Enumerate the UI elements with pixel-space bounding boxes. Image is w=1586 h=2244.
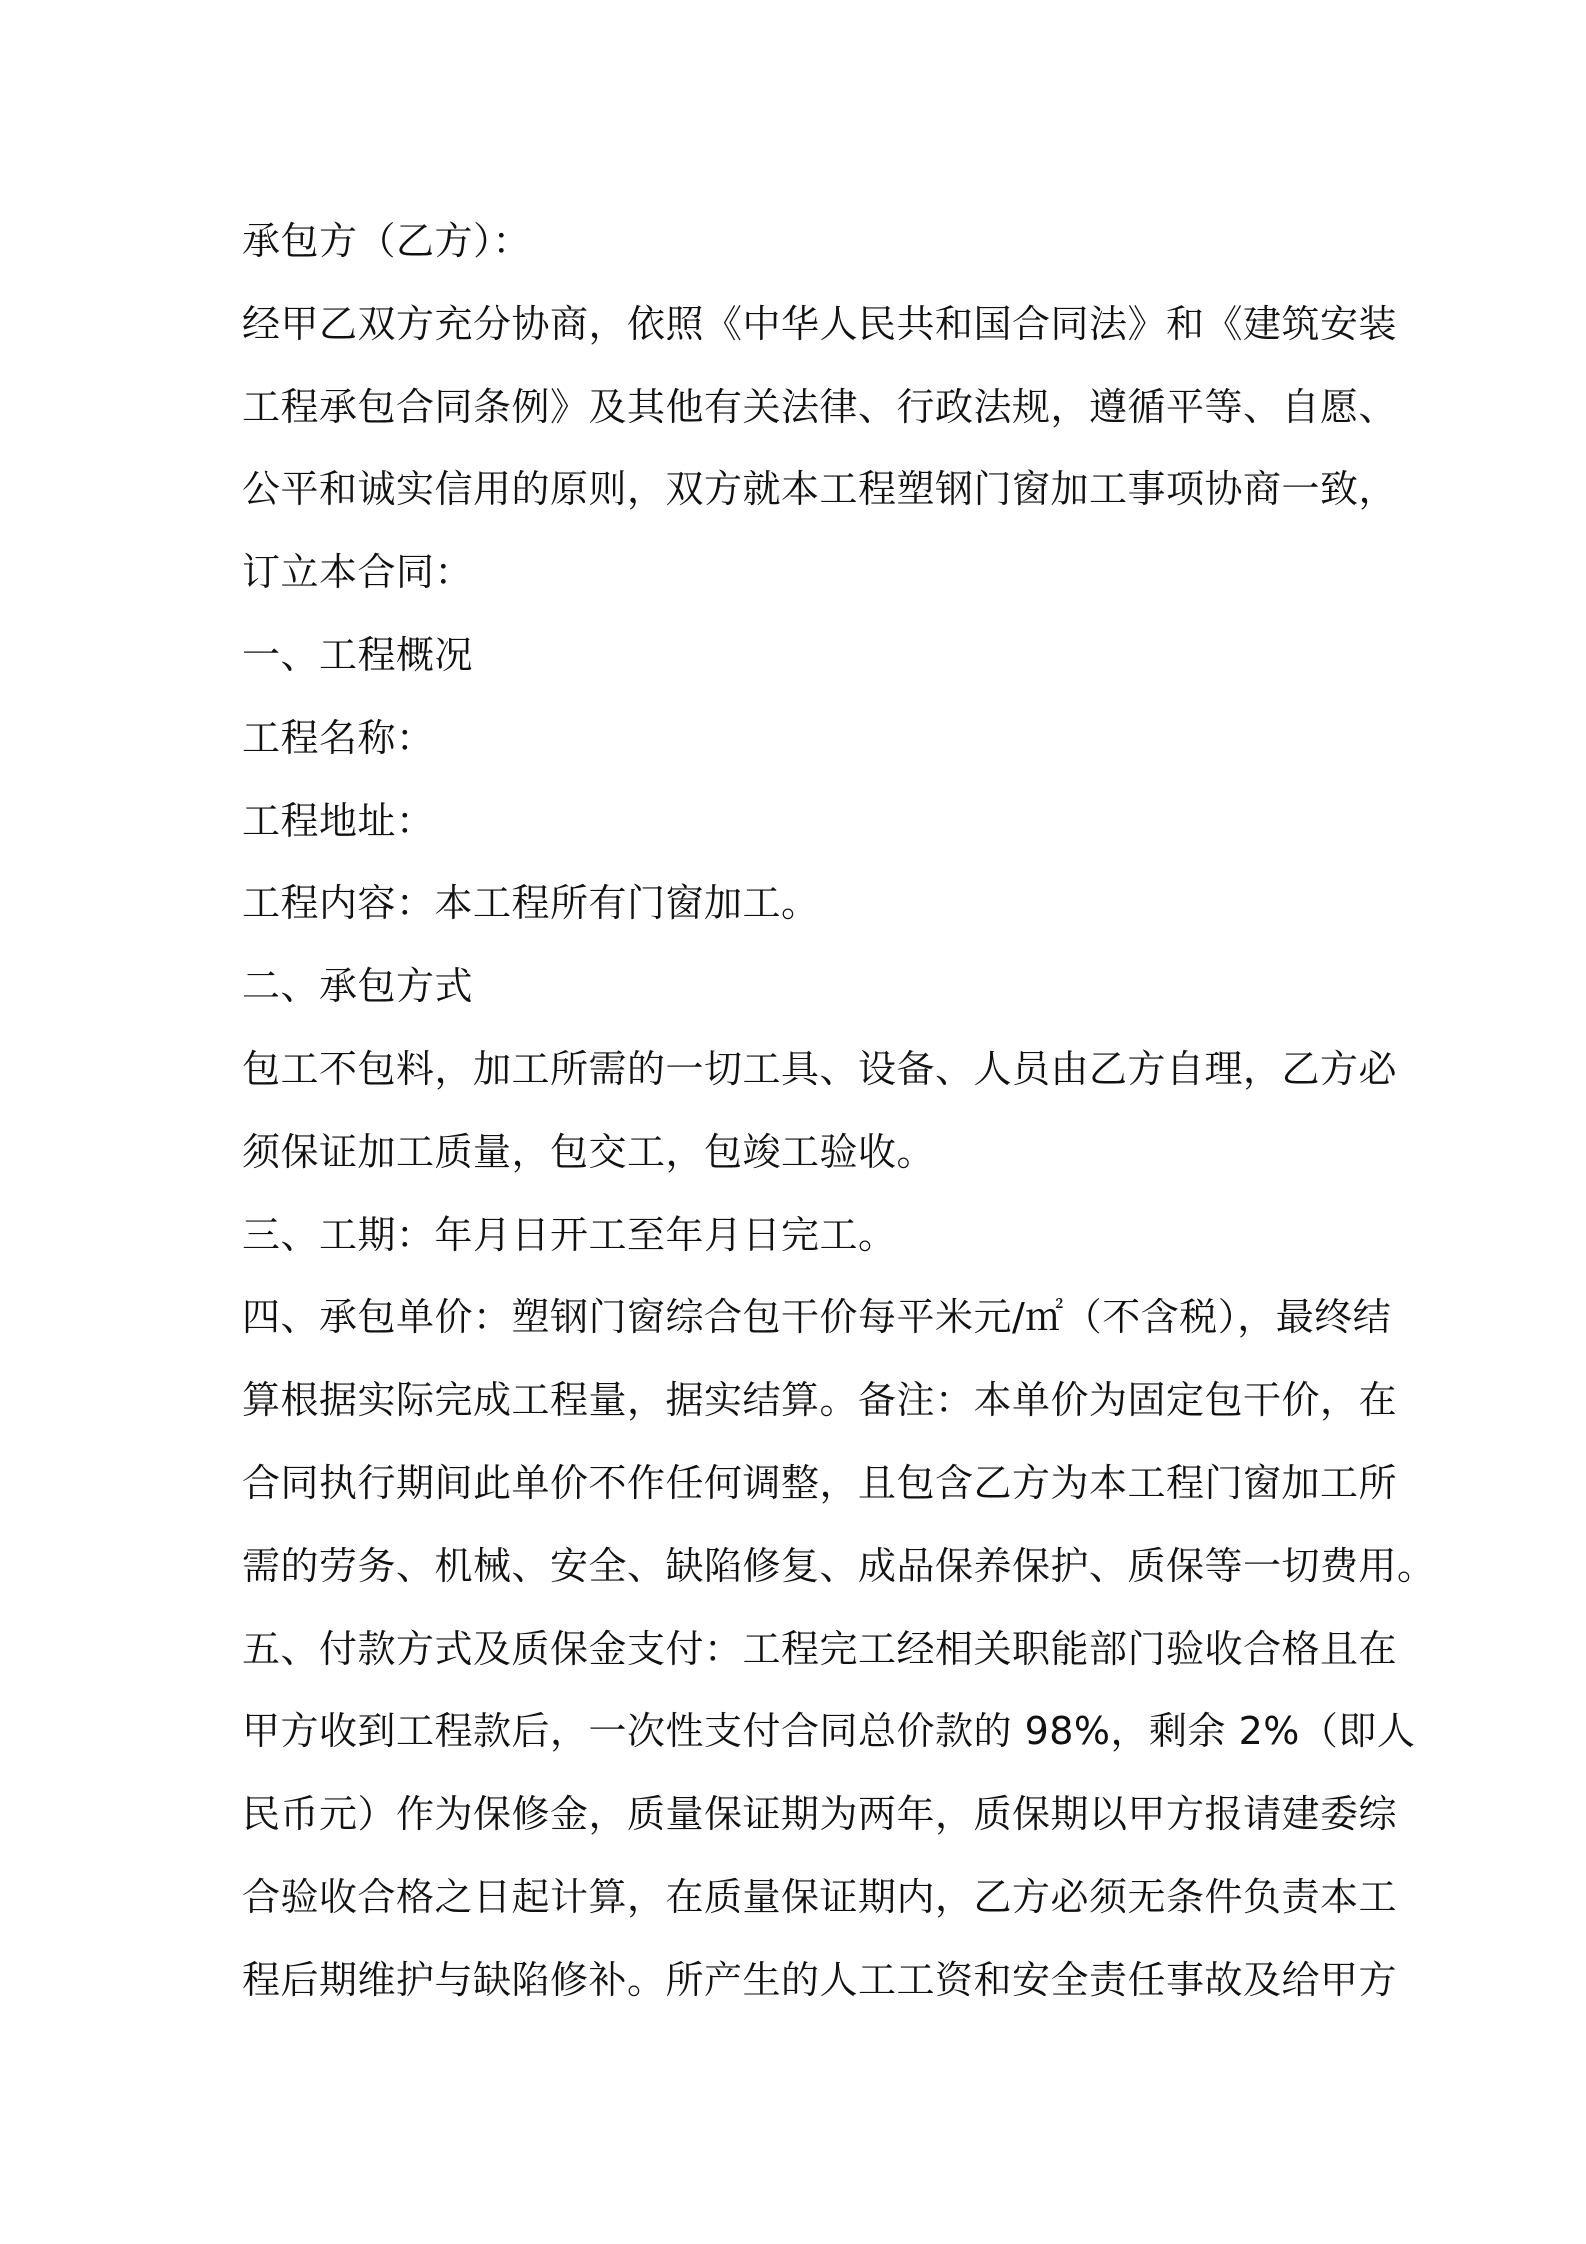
section-4-unit-price-line-4: 需的劳务、机械、安全、缺陷修复、成品保养保护、质保等一切费用。 xyxy=(242,1543,1436,1588)
section-5-payment-line-1: 五、付款方式及质保金支付：工程完工经相关职能部门验收合格且在 xyxy=(242,1626,1398,1671)
section-4-unit-price-line-2: 算根据实际完成工程量，据实结算。备注：本单价为固定包干价，在 xyxy=(242,1378,1398,1423)
intro-paragraph-line-4: 订立本合同： xyxy=(242,550,474,595)
section-5-payment-line-2: 甲方收到工程款后，一次性支付合同总价款的 98%，剩余 2%（即人 xyxy=(242,1709,1416,1754)
contract-method-line-2: 须保证加工质量，包交工，包竣工验收。 xyxy=(242,1129,936,1174)
section-4-unit-price-line-1: 四、承包单价：塑钢门窗综合包干价每平米元/㎡（不含税），最终结 xyxy=(242,1295,1392,1340)
project-address-line: 工程地址： xyxy=(242,798,435,843)
section-1-heading: 一、工程概况 xyxy=(242,632,474,677)
intro-paragraph-line-1: 经甲乙双方充分协商，依照《中华人民共和国合同法》和《建筑安装 xyxy=(242,301,1398,346)
intro-paragraph-line-2: 工程承包合同条例》及其他有关法律、行政法规，遵循平等、自愿、 xyxy=(242,384,1398,429)
project-name-line: 工程名称： xyxy=(242,715,435,760)
section-5-payment-line-5: 程后期维护与缺陷修补。所产生的人工工资和安全责任事故及给甲方 xyxy=(242,1957,1398,2002)
section-3-schedule-line: 三、工期：年月日开工至年月日完工。 xyxy=(242,1212,897,1257)
section-4-unit-price-line-3: 合同执行期间此单价不作任何调整，且包含乙方为本工程门窗加工所 xyxy=(242,1460,1398,1505)
contractor-party-line: 承包方（乙方）： xyxy=(242,219,532,263)
project-content-line: 工程内容：本工程所有门窗加工。 xyxy=(242,881,820,926)
section-5-payment-line-4: 合验收合格之日起计算，在质量保证期内，乙方必须无条件负责本工 xyxy=(242,1874,1398,1919)
contract-method-line-1: 包工不包料，加工所需的一切工具、设备、人员由乙方自理，乙方必 xyxy=(242,1046,1398,1091)
intro-paragraph-line-3: 公平和诚实信用的原则，双方就本工程塑钢门窗加工事项协商一致， xyxy=(242,467,1398,512)
section-2-heading: 二、承包方式 xyxy=(242,964,474,1009)
section-5-payment-line-3: 民币元）作为保修金，质量保证期为两年，质保期以甲方报请建委综 xyxy=(242,1792,1398,1837)
document-page xyxy=(242,200,1436,2022)
